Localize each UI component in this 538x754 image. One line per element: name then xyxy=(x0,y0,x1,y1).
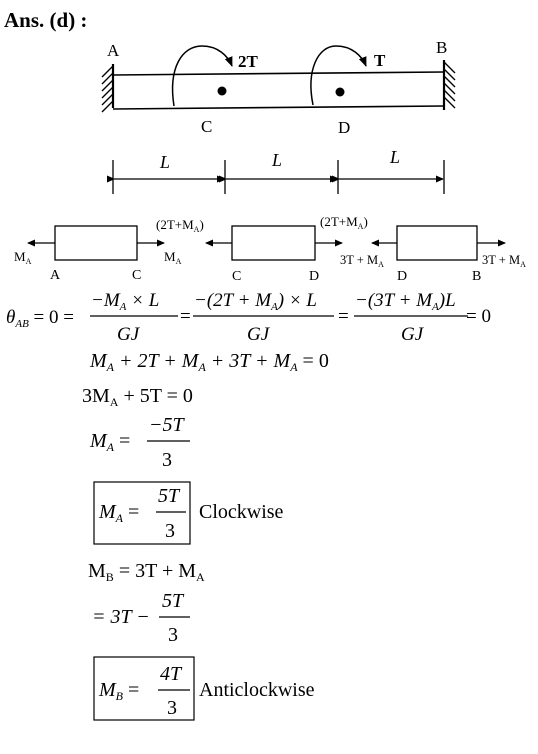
svg-text:MA xyxy=(164,249,182,266)
eq4-eq: = xyxy=(114,430,131,452)
fbd3-right-label: 3T + M xyxy=(482,253,521,267)
eq8-num: 4T xyxy=(160,663,182,685)
eq1-f3-num-sub: A xyxy=(432,301,439,313)
eq4-den: 3 xyxy=(162,449,172,471)
fbd2-end-d: D xyxy=(309,269,320,284)
fbd2-end-c: C xyxy=(232,269,242,284)
fbd1-right-moment: M xyxy=(164,249,176,264)
torque-arrow-2t xyxy=(173,46,232,106)
svg-text:(2T+MA) xyxy=(320,214,368,231)
eq8-eq: = xyxy=(123,679,140,701)
eq8-lhs: M xyxy=(99,679,116,701)
label-c: C xyxy=(201,117,213,136)
svg-text:=: = xyxy=(180,306,191,327)
svg-text:3T + MA xyxy=(340,253,384,269)
equation-5-boxed xyxy=(94,482,284,544)
eq1-f1-num-rest: × L xyxy=(126,290,160,311)
fbd3-top-label-sub: A xyxy=(357,222,364,231)
eq5-num: 5T xyxy=(158,485,180,507)
svg-text:MA = xyxy=(89,430,130,454)
point-c-dot xyxy=(218,87,227,96)
fbd1-end-c: C xyxy=(132,268,142,283)
eq3-rest: + 5T = 0 xyxy=(118,385,193,407)
shaft-top-edge xyxy=(113,72,444,75)
dimension-line xyxy=(113,147,444,194)
label-d: D xyxy=(338,118,351,137)
equation-8-boxed xyxy=(94,657,315,720)
eq2-part-5: A xyxy=(290,360,298,374)
fbd-segment-ac xyxy=(14,226,182,283)
label-t: T xyxy=(374,51,386,70)
eq6-lhs-sub: B xyxy=(105,570,114,584)
answer-heading: Ans. (d) : xyxy=(4,8,88,32)
eq5-eq: = xyxy=(123,501,140,523)
fbd2-top-label: (2T+M xyxy=(156,217,194,232)
fbd3-end-b: B xyxy=(472,269,482,284)
svg-text:−MA × L xyxy=(91,290,159,313)
equation-2 xyxy=(89,350,329,374)
eq1-f1-num-sub: A xyxy=(119,301,127,313)
label-a: A xyxy=(107,41,120,60)
eq1-f2-num: −(2T + M xyxy=(194,290,272,311)
span-label-1: L xyxy=(160,152,171,172)
fbd2-top-label-sub: A xyxy=(193,225,200,234)
fbd1-end-a: A xyxy=(50,268,61,283)
eq1-f2-num-sub: A xyxy=(271,301,278,313)
eq4-lhs: M xyxy=(90,430,107,452)
svg-text:θAB = 0 = xyxy=(6,307,74,330)
eq2-part-4: + 3T + M xyxy=(205,350,291,372)
eq7-num: 5T xyxy=(162,590,184,612)
eq2-part-6: = 0 xyxy=(297,350,329,372)
equation-3 xyxy=(82,385,193,409)
equation-4 xyxy=(89,414,190,471)
svg-text:MA xyxy=(14,249,32,266)
fbd3-right-label-sub: A xyxy=(520,260,526,269)
eq5-note: Clockwise xyxy=(199,501,284,523)
eq8-note: Anticlockwise xyxy=(199,679,315,701)
fbd3-top-label: (2T+M xyxy=(320,214,358,229)
fbd1-left-moment-sub: A xyxy=(25,257,32,266)
span-label-3: L xyxy=(390,147,401,167)
svg-text:MB = xyxy=(98,679,139,703)
eq1-f2-num-rest: ) × L xyxy=(277,290,317,311)
eq2-part-2: + 2T + M xyxy=(114,350,199,372)
eq7-prefix: = 3T − xyxy=(92,606,150,628)
eq6-lhs: M xyxy=(88,560,106,582)
eq1-f3-den: GJ xyxy=(401,324,424,345)
eq3-text: 3M xyxy=(82,385,110,407)
label-b: B xyxy=(436,38,448,57)
equation-6 xyxy=(88,560,205,584)
svg-text:3T + MA xyxy=(482,253,526,269)
svg-text:(2T+MA) xyxy=(156,217,204,234)
eq8-lhs-sub: B xyxy=(115,689,124,703)
eq1-theta: θ xyxy=(6,307,16,328)
fbd-segment-db xyxy=(320,214,526,284)
fbd1-left-moment: M xyxy=(14,249,26,264)
label-2t: 2T xyxy=(238,52,258,71)
eq1-f3-num-rest: )L xyxy=(438,290,456,311)
beam-diagram xyxy=(102,38,455,137)
span-label-2: L xyxy=(272,150,283,170)
eq1-f1-num: −M xyxy=(91,290,120,311)
fbd-segment-cd xyxy=(156,217,342,284)
eq2-part-1: A xyxy=(106,360,115,374)
shaft-bottom-edge xyxy=(113,106,444,109)
eq1-f1-den: GJ xyxy=(117,324,140,345)
fbd3-left-label: 3T + M xyxy=(340,253,379,267)
fbd3-end-d: D xyxy=(397,269,408,284)
eq6-rest: = 3T + M xyxy=(113,560,197,582)
eq1-eq0: = 0 = xyxy=(28,307,74,328)
right-wall-hatch xyxy=(444,62,455,108)
point-d-dot xyxy=(336,88,345,97)
svg-text:=: = xyxy=(338,306,349,327)
fbd2-top-label-close: ) xyxy=(199,217,204,232)
fbd3-top-label-close: ) xyxy=(363,214,368,229)
eq5-den: 3 xyxy=(165,520,175,542)
eq2-part-3: A xyxy=(198,360,206,374)
eq8-den: 3 xyxy=(167,697,177,719)
eq5-lhs: M xyxy=(99,501,116,523)
eq6-rest-sub: A xyxy=(196,570,205,584)
eq3-sub: A xyxy=(109,395,119,409)
eq7-den: 3 xyxy=(168,624,178,646)
eq4-num: −5T xyxy=(149,414,184,436)
fbd1-right-moment-sub: A xyxy=(175,257,182,266)
eq2-part-0: M xyxy=(90,350,107,372)
svg-text:−(2T + MA) × L xyxy=(194,290,317,313)
left-wall-hatch xyxy=(102,66,113,112)
equation-7 xyxy=(92,590,190,646)
fbd3-left-label-sub: A xyxy=(378,260,384,269)
eq1-f3-num: −(3T + M xyxy=(355,290,433,311)
eq1-theta-sub: AB xyxy=(15,318,29,330)
svg-text:MA = xyxy=(98,501,139,525)
eq1-f2-den: GJ xyxy=(247,324,270,345)
equation-1 xyxy=(6,290,491,345)
eq4-lhs-sub: A xyxy=(106,440,115,454)
eq1-tail: = 0 xyxy=(466,306,491,327)
eq5-lhs-sub: A xyxy=(115,511,124,525)
svg-text:−(3T + MA)L xyxy=(355,290,456,313)
